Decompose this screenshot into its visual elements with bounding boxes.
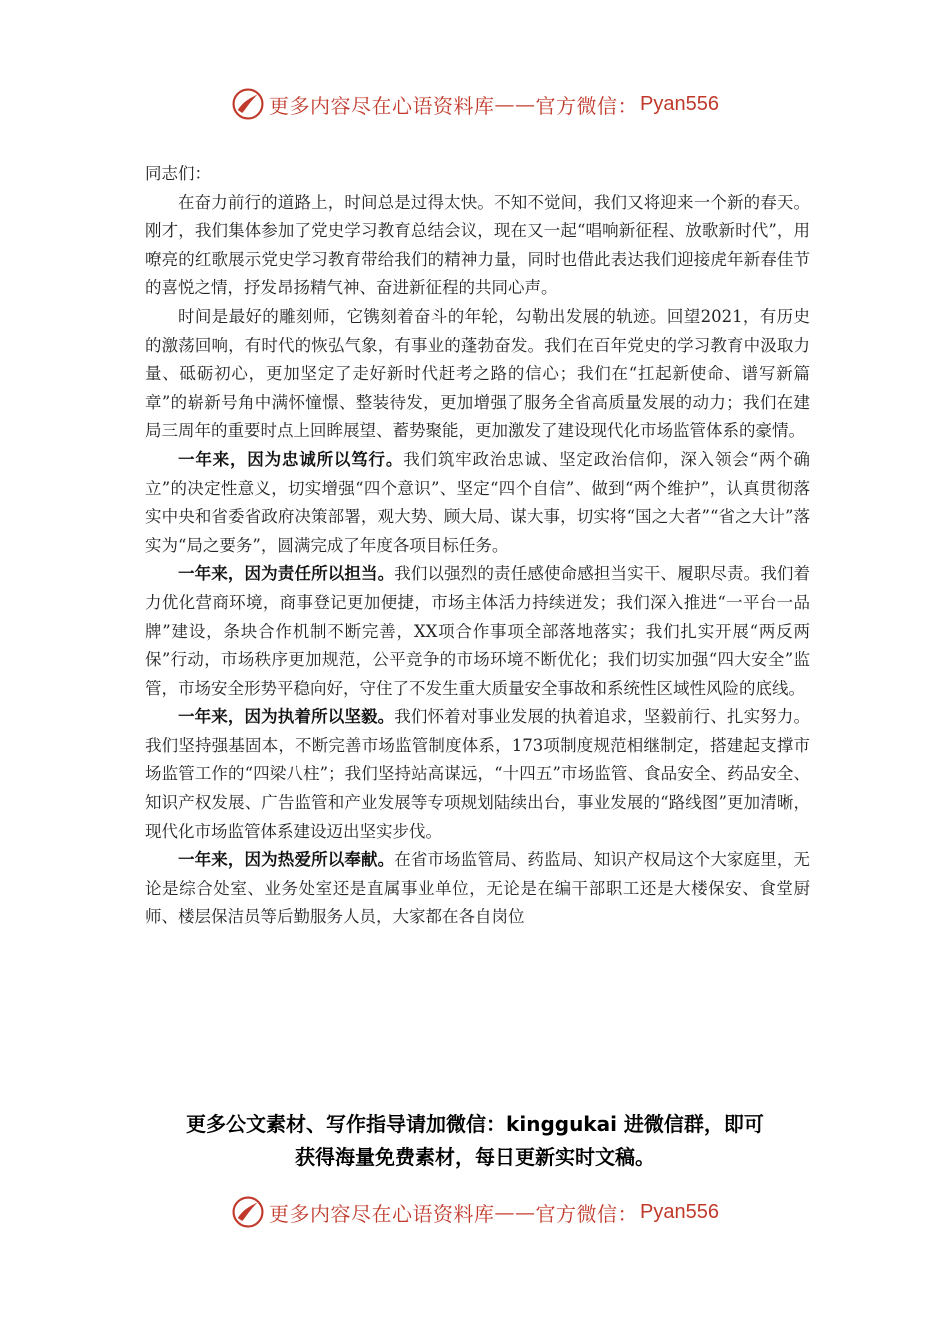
promo-line-1: 更多公文素材、写作指导请加微信：kinggukai 进微信群，即可 (186, 1112, 764, 1136)
brand-logo-icon (231, 1195, 265, 1229)
paragraph-text: 时间是最好的雕刻师，它镌刻着奋斗的年轮，勾勒出发展的轨迹。回望2021，有历史的激荡回响，有时代的恢弘气象，有事业的蓬勃奋发。我们在百年党史的学习教育中汲取力量、砥砺初心，更加坚定了走好新时代赶考之路的信心；我们在“扛起新使命、谱写新篇章”的崭新号角中满怀憧憬、整装待发，更加增强了服务全省高质量发展的动力；我们在建局三周年的重要时点上回眸展望、蓄势聚能，更加激发了建设现代化市场监管体系的豪情。 (145, 306, 810, 441)
header-separator: —— (494, 92, 536, 116)
footer-wechat-id: Pyan556 (640, 1200, 719, 1223)
paragraph-1 (145, 189, 810, 303)
header-brand-text: 更多内容尽在心语资料库 (269, 93, 495, 118)
header-wechat-label: 官方微信： (535, 93, 639, 118)
promo-line-2: 获得海量免费素材，每日更新实时文稿。 (295, 1145, 655, 1169)
paragraph-text: 我们筑牢政治忠诚、坚定政治信仰，深入领会“两个确立”的决定性意义，切实增强“四个意识”、坚定“四个自信”、做到“两个维护”，认真贯彻落实中央和省委省政府决策部署，观大势、顾大局、谋大事，切实将“国之大者”“省之大计”落实为“局之要务”，圆满完成了年度各项目标任务。 (145, 449, 811, 555)
paragraph-text: 我们怀着对事业发展的执着追求，坚毅前行、扎实努力。我们坚持强基固本，不断完善市场监管制度体系，173项制度规范相继制定，搭建起支撑市场监管工作的“四梁八柱”；我们坚持站高谋远，“十四五”市场监管、食品安全、药品安全、知识产权发展、广告监管和产业发展等专项规划陆续出台，事业发展的“路线图”更加清晰，现代化市场监管体系建设迈出坚实步伐。 (145, 707, 811, 841)
footer-wechat-label: 官方微信： (535, 1201, 639, 1226)
footer-separator: —— (494, 1200, 536, 1224)
paragraph-3 (145, 446, 810, 560)
paragraph-4 (145, 560, 810, 703)
paragraph-lead: 一年来，因为执着所以坚毅。 (178, 707, 395, 727)
paragraph-5 (145, 703, 810, 846)
promo-notice (120, 1108, 830, 1174)
paragraph-text: 在奋力前行的道路上，时间总是过得太快。不知不觉间，我们又将迎来一个新的春天。刚才，我们集体参加了党史学习教育总结会议，现在又一起“唱响新征程、放歌新时代”，用嘹亮的红歌展示党史学习教育带给我们的精神力量，同时也借此表达我们迎接虎年新春佳节的喜悦之情，抒发昂扬精气神、奋进新征程的共同心声。 (145, 192, 810, 298)
footer-banner (0, 1192, 950, 1232)
header-wechat-id: Pyan556 (640, 92, 719, 115)
paragraph-text: 我们以强烈的责任感使命感担当实干、履职尽责。我们着力优化营商环境，商事登记更加便捷，市场主体活力持续迸发；我们深入推进“一平台一品牌”建设，条块合作机制不断完善，XX项合作事项全部落地落实；我们扎实开展“两反两保”行动，市场秩序更加规范，公平竞争的市场环境不断优化；我们切实加强“四大安全”监管，市场安全形势平稳向好，守住了不发生重大质量安全事故和系统性区域性风险的底线。 (145, 564, 811, 698)
greeting: 同志们： (145, 164, 211, 183)
brand-logo-icon (231, 87, 265, 121)
paragraph-lead: 一年来，因为忠诚所以笃行。 (178, 449, 404, 469)
paragraph-text: 在省市场监管局、药监局、知识产权局这个大家庭里，无论是综合处室、业务处室还是直属事业单位，无论是在编干部职工还是大楼保安、食堂厨师、楼层保洁员等后勤服务人员，大家都在各自岗位 (145, 850, 811, 927)
footer-brand-text: 更多内容尽在心语资料库 (269, 1201, 495, 1226)
document-body (145, 160, 810, 932)
paragraph-2 (145, 303, 810, 446)
paragraph-lead: 一年来，因为责任所以担当。 (178, 564, 395, 584)
header-banner (0, 84, 950, 124)
paragraph-lead: 一年来，因为热爱所以奉献。 (178, 850, 395, 870)
paragraph-6 (145, 846, 810, 932)
